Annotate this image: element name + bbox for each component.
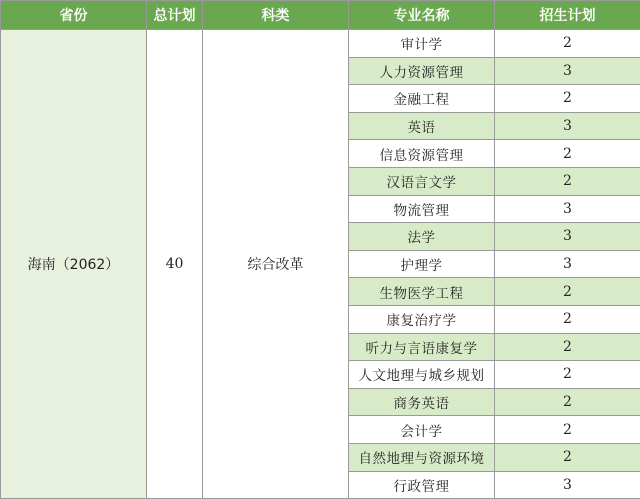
plan-count-cell: 2: [495, 361, 640, 389]
plan-count-cell: 3: [495, 471, 640, 499]
major-name-cell: 物流管理: [349, 195, 495, 223]
total-plan-cell: 40: [147, 30, 203, 499]
plan-count-cell: 3: [495, 57, 640, 85]
major-name-cell: 自然地理与资源环境: [349, 443, 495, 471]
table-body: [1, 30, 640, 499]
header-major-name: 专业名称: [349, 1, 495, 30]
major-name-cell: 信息资源管理: [349, 140, 495, 168]
major-name-cell: 人力资源管理: [349, 57, 495, 85]
plan-count-cell: 2: [495, 416, 640, 444]
major-name-cell: 英语: [349, 112, 495, 140]
plan-count-cell: 2: [495, 443, 640, 471]
major-name-cell: 行政管理: [349, 471, 495, 499]
table-header-row: [1, 1, 640, 30]
header-province: 省份: [1, 1, 147, 30]
major-name-cell: 商务英语: [349, 388, 495, 416]
major-name-cell: 护理学: [349, 250, 495, 278]
header-total-plan: 总计划: [147, 1, 203, 30]
header-enrollment-plan: 招生计划: [495, 1, 640, 30]
major-name-cell: 人文地理与城乡规划: [349, 361, 495, 389]
major-name-cell: 康复治疗学: [349, 305, 495, 333]
major-name-cell: 金融工程: [349, 85, 495, 113]
plan-count-cell: 2: [495, 305, 640, 333]
major-name-cell: 生物医学工程: [349, 278, 495, 306]
plan-count-cell: 3: [495, 195, 640, 223]
major-name-cell: 法学: [349, 223, 495, 251]
major-name-cell: 会计学: [349, 416, 495, 444]
plan-count-cell: 2: [495, 140, 640, 168]
plan-count-cell: 2: [495, 30, 640, 58]
major-name-cell: 审计学: [349, 30, 495, 58]
major-name-cell: 听力与言语康复学: [349, 333, 495, 361]
plan-count-cell: 2: [495, 388, 640, 416]
plan-count-cell: 2: [495, 278, 640, 306]
subject-cell: 综合改革: [203, 30, 349, 499]
plan-count-cell: 2: [495, 85, 640, 113]
header-subject: 科类: [203, 1, 349, 30]
major-name-cell: 汉语言文学: [349, 167, 495, 195]
province-cell: 海南（2062）: [1, 30, 147, 499]
plan-count-cell: 2: [495, 167, 640, 195]
plan-count-cell: 2: [495, 333, 640, 361]
plan-count-cell: 3: [495, 223, 640, 251]
table-row: [1, 30, 640, 58]
plan-count-cell: 3: [495, 250, 640, 278]
plan-count-cell: 3: [495, 112, 640, 140]
